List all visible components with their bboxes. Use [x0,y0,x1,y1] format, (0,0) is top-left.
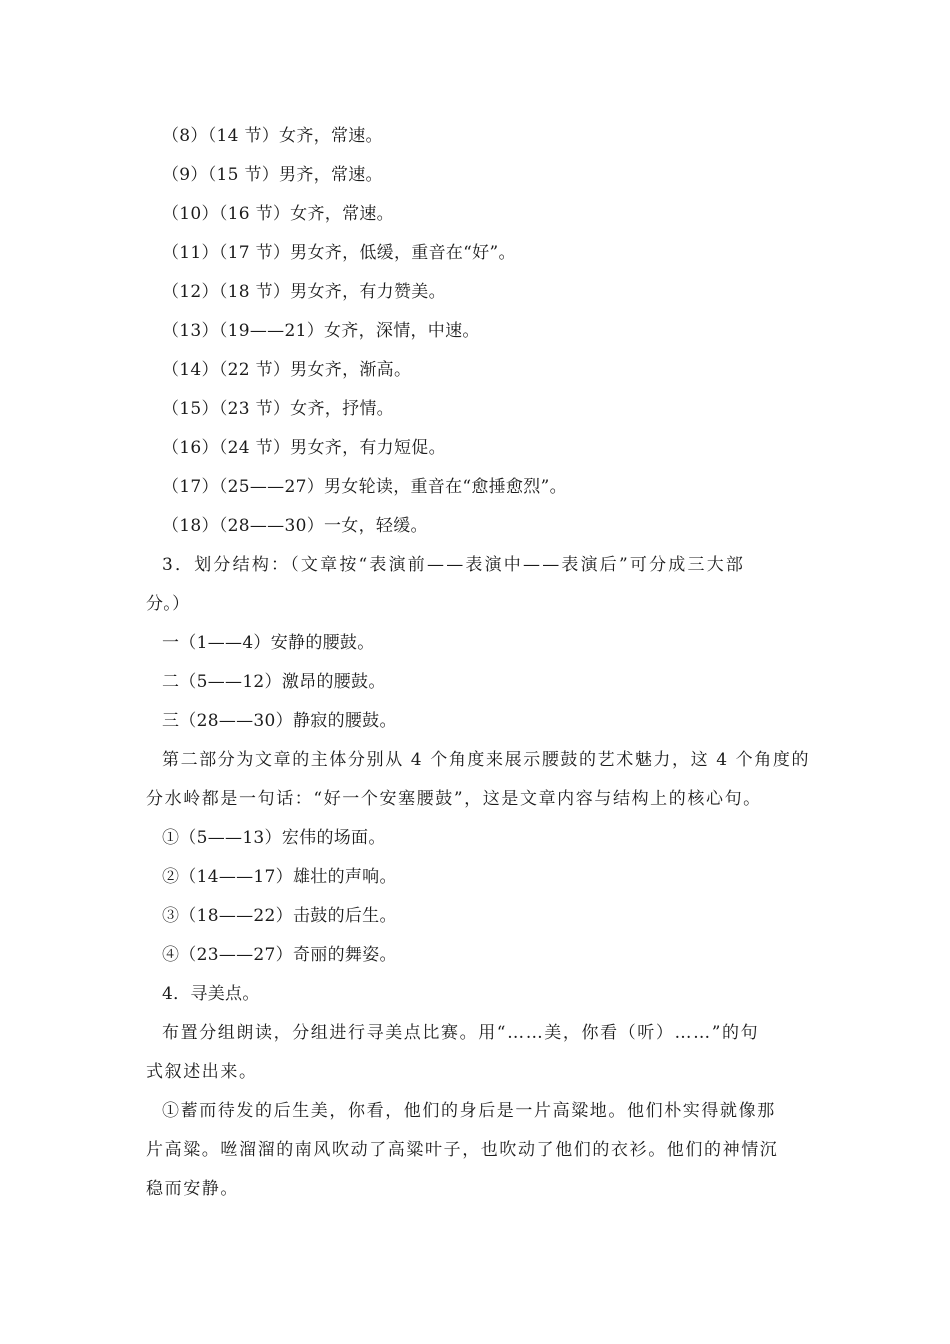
structure-part: 三（28——30）静寂的腰鼓。 [162,711,397,731]
reading-item: （12）（18 节）男女齐，有力赞美。 [162,282,446,302]
angle-item: ②（14——17）雄壮的声响。 [162,867,397,887]
reading-item: （14）（22 节）男女齐，渐高。 [162,360,412,380]
structure-paragraph-cont: 分水岭都是一句话：“好一个安塞腰鼓”，这是文章内容与结构上的核心句。 [146,789,762,809]
beauty-example-cont: 片高粱。咝溜溜的南风吹动了高粱叶子，也吹动了他们的衣衫。他们的神情沉 [146,1140,779,1160]
structure-paragraph: 第二部分为文章的主体分别从 4 个角度来展示腰鼓的艺术魅力，这 4 个角度的 [162,750,811,770]
beauty-instruction-cont: 式叙述出来。 [146,1062,258,1082]
reading-item: （13）（19——21）女齐，深情，中速。 [162,321,480,341]
reading-item: （16）（24 节）男女齐，有力短促。 [162,438,446,458]
structure-heading: 3．划分结构：（文章按“表演前——表演中——表演后”可分成三大部 [162,555,746,575]
angle-item: ④（23——27）奇丽的舞姿。 [162,945,397,965]
reading-item: （10）（16 节）女齐，常速。 [162,204,394,224]
reading-item: （17）（25——27）男女轮读，重音在“愈捶愈烈”。 [162,477,567,497]
reading-item: （9）（15 节）男齐，常速。 [162,165,383,185]
structure-heading-cont: 分。） [146,594,190,614]
structure-part: 二（5——12）激昂的腰鼓。 [162,672,386,692]
reading-item: （8）（14 节）女齐，常速。 [162,126,383,146]
beauty-instruction: 布置分组朗读，分组进行寻美点比赛。用“……美，你看（听）……”的句 [162,1023,760,1043]
beauty-example: ①蓄而待发的后生美，你看，他们的身后是一片高粱地。他们朴实得就像那 [162,1101,776,1121]
reading-item: （18）（28——30）一女，轻缓。 [162,516,428,536]
beauty-heading: 4．寻美点。 [162,984,260,1004]
reading-item: （11）（17 节）男女齐，低缓，重音在“好”。 [162,243,516,263]
angle-item: ①（5——13）宏伟的场面。 [162,828,386,848]
angle-item: ③（18——22）击鼓的后生。 [162,906,397,926]
beauty-example-cont: 稳而安静。 [146,1179,239,1199]
structure-part: 一（1——4）安静的腰鼓。 [162,633,375,653]
reading-item: （15）（23 节）女齐，抒情。 [162,399,394,419]
